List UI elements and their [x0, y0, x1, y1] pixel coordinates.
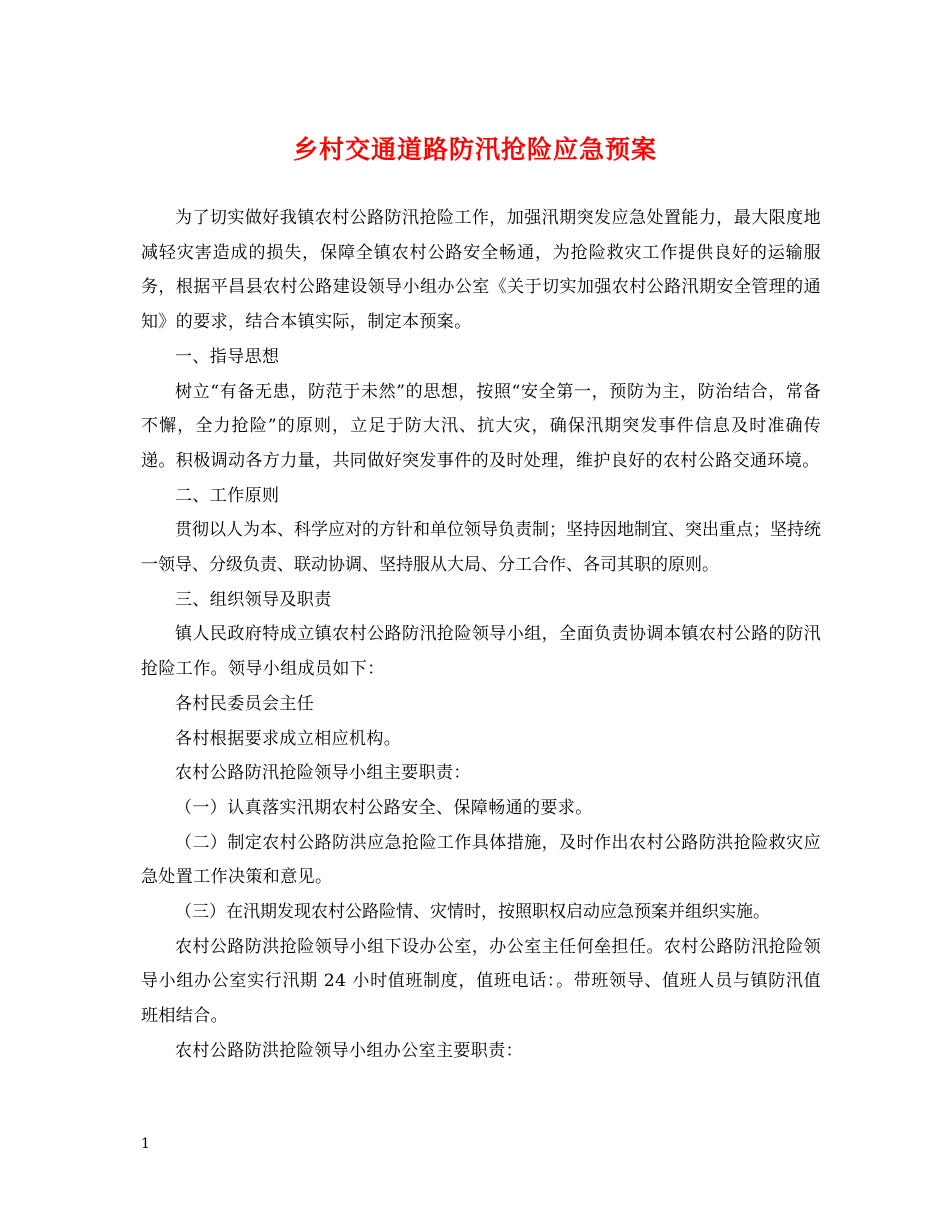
- section-heading-guiding-ideology: 一、指导思想: [175, 346, 280, 367]
- office-paragraph: 农村公路防洪抢险领导小组下设办公室，办公室主任何垒担任。农村公路防汛抢险领导小组办公室实行汛期 24 小时值班制度，值班电话：。带班领导、值班人员与镇防汛值班相结合。: [141, 936, 821, 1027]
- office-duties-heading: 农村公路防洪抢险领导小组办公室主要职责：: [175, 1040, 523, 1061]
- section-heading-work-principles: 二、工作原则: [175, 485, 280, 506]
- duty-item-1: （一）认真落实汛期农村公路安全、保障畅通的要求。: [175, 797, 593, 818]
- document-title: 乡村交通道路防汛抢险应急预案: [292, 135, 657, 164]
- village-directors-line: 各村民委员会主任: [175, 693, 315, 714]
- section-heading-organization: 三、组织领导及职责: [175, 589, 332, 610]
- page-number: 1: [141, 1136, 150, 1152]
- organization-paragraph: 镇人民政府特成立镇农村公路防汛抢险领导小组，全面负责协调本镇农村公路的防汛抢险工作。领导小组成员如下：: [141, 624, 821, 680]
- guiding-ideology-paragraph: 树立“有备无患，防范于未然”的思想，按照“安全第一，预防为主，防治结合，常备不懈，全力抢险”的原则，立足于防大汛、抗大灾，确保汛期突发事件信息及时准确传递。积极调动各方力量，共同做好突发事件的及时处理，维护良好的农村公路交通环境。: [141, 381, 821, 471]
- work-principles-paragraph: 贯彻以人为本、科学应对的方针和单位领导负责制；坚持因地制宜、突出重点；坚持统一领导、分级负责、联动协调、坚持服从大局、分工合作、各司其职的原则。: [141, 520, 821, 576]
- duty-item-3: （三）在汛期发现农村公路险情、灾情时，按照职权启动应急预案并组织实施。: [175, 902, 770, 923]
- intro-paragraph: 为了切实做好我镇农村公路防汛抢险工作，加强汛期突发应急处置能力，最大限度地减轻灾害造成的损失，保障全镇农村公路安全畅通，为抢险救灾工作提供良好的运输服务，根据平昌县农村公路建设领导小组办公室《关于切实加强农村公路汛期安全管理的通知》的要求，结合本镇实际，制定本预案。: [141, 208, 821, 333]
- document-body: [141, 201, 821, 1069]
- duty-item-2: （二）制定农村公路防洪应急抢险工作具体措施，及时作出农村公路防洪抢险救灾应急处置工作决策和意见。: [141, 832, 821, 888]
- leading-group-duties-heading: 农村公路防汛抢险领导小组主要职责：: [175, 763, 471, 784]
- village-agencies-line: 各村根据要求成立相应机构。: [175, 728, 402, 749]
